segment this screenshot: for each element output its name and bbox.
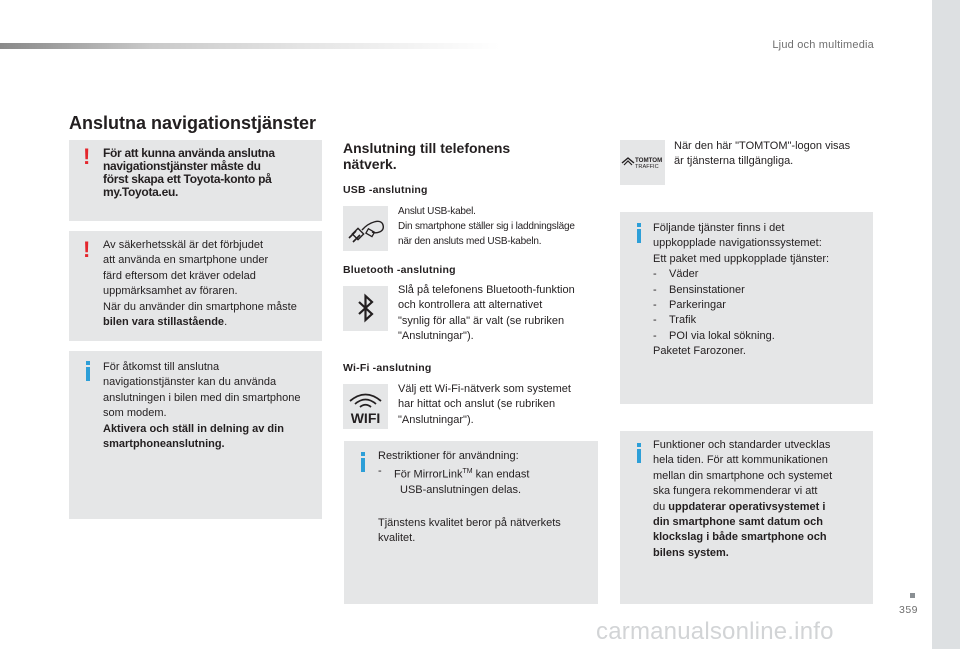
- list-item: - Väder: [653, 268, 699, 281]
- list-item: - Bensinstationer: [653, 283, 745, 296]
- warning-icon: !: [83, 144, 91, 169]
- info-icon: [86, 361, 90, 381]
- svg-text:TOMTOM: TOMTOM: [635, 157, 663, 164]
- bluetooth-text: Slå på telefonens Bluetooth-funktion och kontrollera att alternativet "synlig för alla" är valt (se rubriken "Anslutningar").: [398, 284, 575, 343]
- page-title: Anslutna navigationstjänster: [69, 113, 317, 133]
- svg-text:TRAFFIC: TRAFFIC: [635, 164, 659, 170]
- usb-text: Anslut USB-kabel. Din smartphone ställer sig i laddningsläge när den ansluts med USB-kabeln.: [398, 206, 575, 247]
- wifi-icon-box: [343, 384, 388, 429]
- page-side-bar: [932, 0, 960, 649]
- section-title: Ljud och multimedia: [772, 39, 874, 51]
- updates-text: Funktioner och standarder utvecklas hela tiden. För att kommunikationen mellan din smartphone och systemet ska fungera rekommenderar vi att du uppdaterar operativsystemet i din smartphone samt datum och klockslag i både smartphone och bilens system.: [653, 439, 833, 559]
- bluetooth-icon: [343, 286, 388, 331]
- warning-account-text: För att kunna använda anslutna navigationstjänster måste du först skapa ett Toyota-konto på my.Toyota.eu.: [103, 146, 275, 199]
- tomtom-traffic-logo: [620, 140, 665, 185]
- info-icon: [637, 223, 641, 243]
- page-marker: [910, 593, 915, 598]
- info-box-updates: [620, 431, 873, 604]
- warning-box-safety: [69, 231, 322, 341]
- warning-safety-text: Av säkerhetsskäl är det förbjudet att använda en smartphone under färd eftersom det kräver odelad uppmärksamhet av föraren. När du använder din smartphone måste bilen vara stillastående.: [103, 239, 297, 329]
- tomtom-text: När den här "TOMTOM"-logon visas är tjänsterna tillgängliga.: [674, 140, 851, 168]
- warning-icon: !: [83, 237, 91, 262]
- page-number: 359: [899, 604, 919, 616]
- list-item: - Parkeringar: [653, 299, 726, 312]
- section-heading-network: Anslutning till telefonens nätverk.: [343, 140, 511, 172]
- bluetooth-heading: Bluetooth -anslutning: [343, 264, 456, 276]
- warning-box-account: [69, 140, 322, 221]
- restrictions-text: Restriktioner för användning: - För MirrorLink™ kan endast USB-anslutningen delas. Tjänstens kvalitet beror på nätverkets kvalitet.: [378, 450, 561, 545]
- usb-cable-icon: [343, 206, 388, 251]
- info-icon: [637, 443, 641, 463]
- info-box-modem: [69, 351, 322, 519]
- wifi-icon: [343, 384, 388, 429]
- info-icon: [361, 452, 365, 472]
- svg-text:WIFI: WIFI: [350, 410, 381, 426]
- bluetooth-icon-box: [343, 286, 388, 331]
- wifi-text: Välj ett Wi-Fi-nätverk som systemet har hittat och anslut (se rubriken "Anslutningar").: [398, 383, 571, 426]
- header-gradient-bar: [0, 43, 500, 49]
- info-box-restrictions: [344, 441, 598, 604]
- wifi-heading: Wi-Fi -anslutning: [343, 362, 432, 374]
- list-item: - POI via lokal sökning.: [653, 329, 775, 342]
- usb-icon-box: [343, 206, 388, 251]
- usb-heading: USB -anslutning: [343, 184, 428, 196]
- services-text: Följande tjänster finns i det uppkopplade navigationssystemet: Ett paket med uppkopplade tjänster: - Väder - Bensinstationer - Parkeringar - Trafik - POI via lokal sökning. Paketet Farozoner.: [653, 221, 871, 360]
- list-item: - Trafik: [653, 314, 697, 327]
- info-modem-text: För åtkomst till anslutna navigationstjänster kan du använda anslutningen i bilen med din smartphone som modem. Aktivera och ställ in delning av din smartphoneanslutning.: [103, 361, 301, 451]
- tomtom-logo-box: [620, 140, 665, 185]
- info-box-services: [620, 212, 873, 404]
- watermark: carmanualsonline.info: [596, 618, 834, 645]
